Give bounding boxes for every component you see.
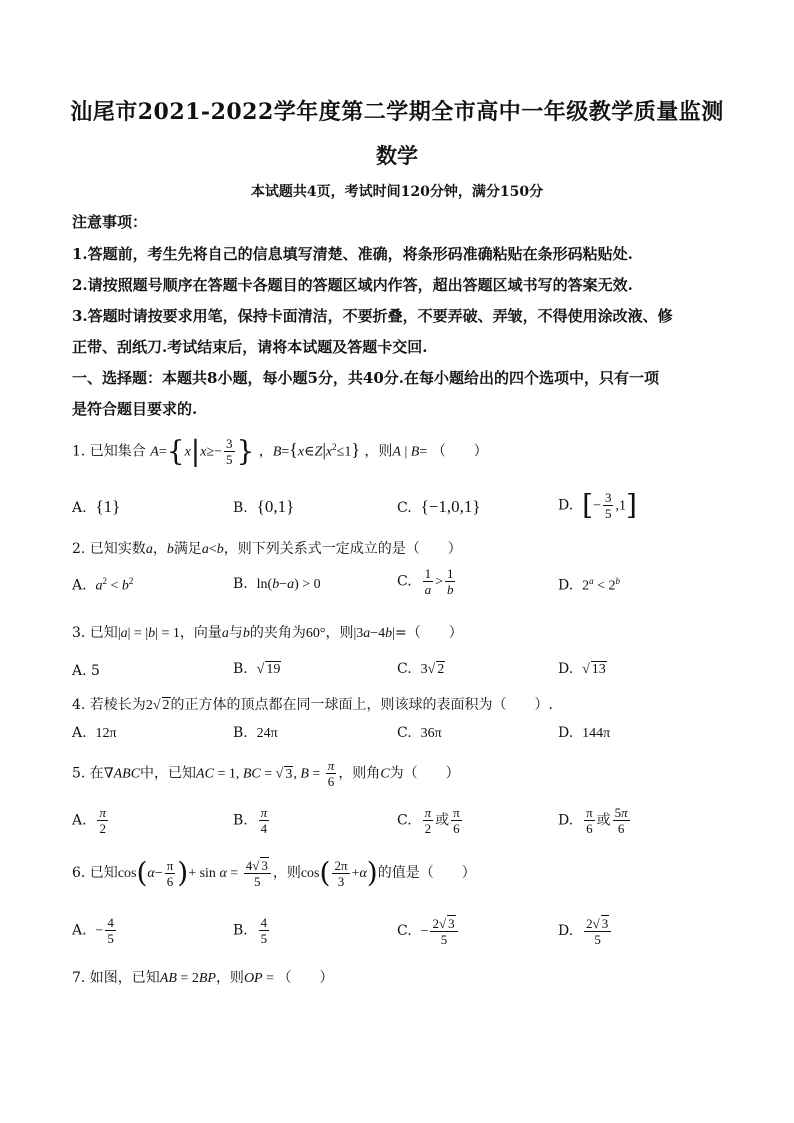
- note-item-3-line1: 3.答题时请按要求用笔，保持卡面清洁，不要折叠，不要弄破、弄皱，不得使用涂改液、修: [72, 307, 673, 325]
- q3-option-c: C. 3√ 2: [397, 661, 445, 677]
- section-heading-line1: 一、选择题：本题共8小题，每小题5分，共40分.在每小题给出的四个选项中，只有一项: [72, 369, 659, 387]
- q4-option-d: D. 144π: [558, 725, 611, 741]
- q1-option-a: A. {1}: [72, 497, 121, 516]
- question-4: 4. 若棱长为2√ 2的正方体的顶点都在同一球面上，则该球的表面积为（ ）.: [72, 697, 553, 713]
- q1-option-b: B. {0,1}: [233, 497, 295, 516]
- q5-option-a: A. $\frac{\pi}{2}$: [72, 805, 106, 836]
- q2-option-d: D. $2^a < 2^b$: [558, 576, 620, 594]
- q1-end: （ ）: [431, 443, 488, 460]
- q5-option-b: B. $\frac{\pi}{4}$: [233, 805, 268, 836]
- q5-option-d: D. $\frac{\pi}{6}$ 或 $\frac{5\pi}{6}$: [558, 805, 628, 836]
- q5-option-c: C. $\frac{\pi}{2}$ 或 $\frac{\pi}{6}$: [397, 805, 460, 836]
- exam-title: 汕尾市2021-2022学年度第二学期全市高中一年级教学质量监测: [70, 99, 724, 125]
- q4-option-a: A. 12π: [72, 725, 117, 741]
- note-item-1: 1.答题前，考生先将自己的信息填写清楚、准确，将条形码准确粘贴在条形码粘贴处.: [72, 245, 633, 263]
- q4-option-c: C. 36π: [397, 725, 442, 741]
- q3-option-b: B. √ 19: [233, 661, 281, 677]
- q2-option-c: C. $\frac{1}{a}$ > $\frac{1}{b}$: [397, 566, 454, 597]
- q6-option-b: B. $\frac{4}{5}$: [233, 915, 268, 946]
- q3-option-a: A. 5: [72, 663, 100, 679]
- question-3: 3. 已知|a| = |b| = 1，向量a与b的夹角为60°，则|3a−4b|=（ ）: [72, 625, 463, 641]
- q2-option-a: A. $a^2 < b^2$: [72, 576, 134, 594]
- question-1: 1. 已知集合 A={x|x≥− $\frac{3}{5}$ } ，$B=\{x\in Z|x^2\le 1\}$ ，则A | B= （ ）: [72, 434, 488, 468]
- q3-option-d: D. √ 13: [558, 661, 606, 677]
- note-item-3-line2: 正带、刮纸刀.考试结束后，请将本试题及答题卡交回.: [72, 338, 428, 356]
- section-heading-line2: 是符合题目要求的.: [72, 400, 198, 418]
- q6-option-a: A. − $\frac{4}{5}$: [72, 915, 114, 946]
- q1-option-d: D. [− $\frac{3}{5}$ ,1]: [558, 488, 637, 522]
- q1-tail: ，则: [364, 443, 393, 460]
- q1-prefix: 1. 已知集合: [72, 443, 146, 460]
- exam-info: 本试题共4页，考试时间120分钟，满分150分: [250, 184, 544, 200]
- question-7: 7. 如图，已知AB = 2BP，则OP = （ ）: [72, 970, 334, 986]
- q1-option-c: C. {−1,0,1}: [397, 497, 481, 516]
- q6-option-d: D. $\frac{2√ 3}{5}$: [558, 915, 613, 947]
- notes-heading: 注意事项：: [72, 213, 148, 231]
- question-6: 6. 已知cos(α− $\frac{\pi}{6}$ )+ sin α = $\frac{4√ 3}{5}$ ，则cos( $\frac{2\pi}{3}$ +α)的值是（ ）: [72, 856, 476, 889]
- question-2: 2. 已知实数a，b满足a<b，则下列关系式一定成立的是（ ）: [72, 541, 462, 557]
- q4-option-b: B. 24π: [233, 725, 278, 741]
- q6-option-c: C. − $\frac{2√ 3}{5}$: [397, 915, 460, 947]
- subject-title: 数学: [376, 143, 418, 168]
- question-5: 5. 在∇ABC中，已知AC = 1, BC = √ 3, B = $\frac{\pi}{6}$ ，则角C为（ ）: [72, 758, 460, 789]
- note-item-2: 2.请按照题号顺序在答题卡各题目的答题区域内作答，超出答题区域书写的答案无效.: [72, 276, 633, 294]
- q2-option-b: B. ln(b−a) > 0: [233, 576, 321, 592]
